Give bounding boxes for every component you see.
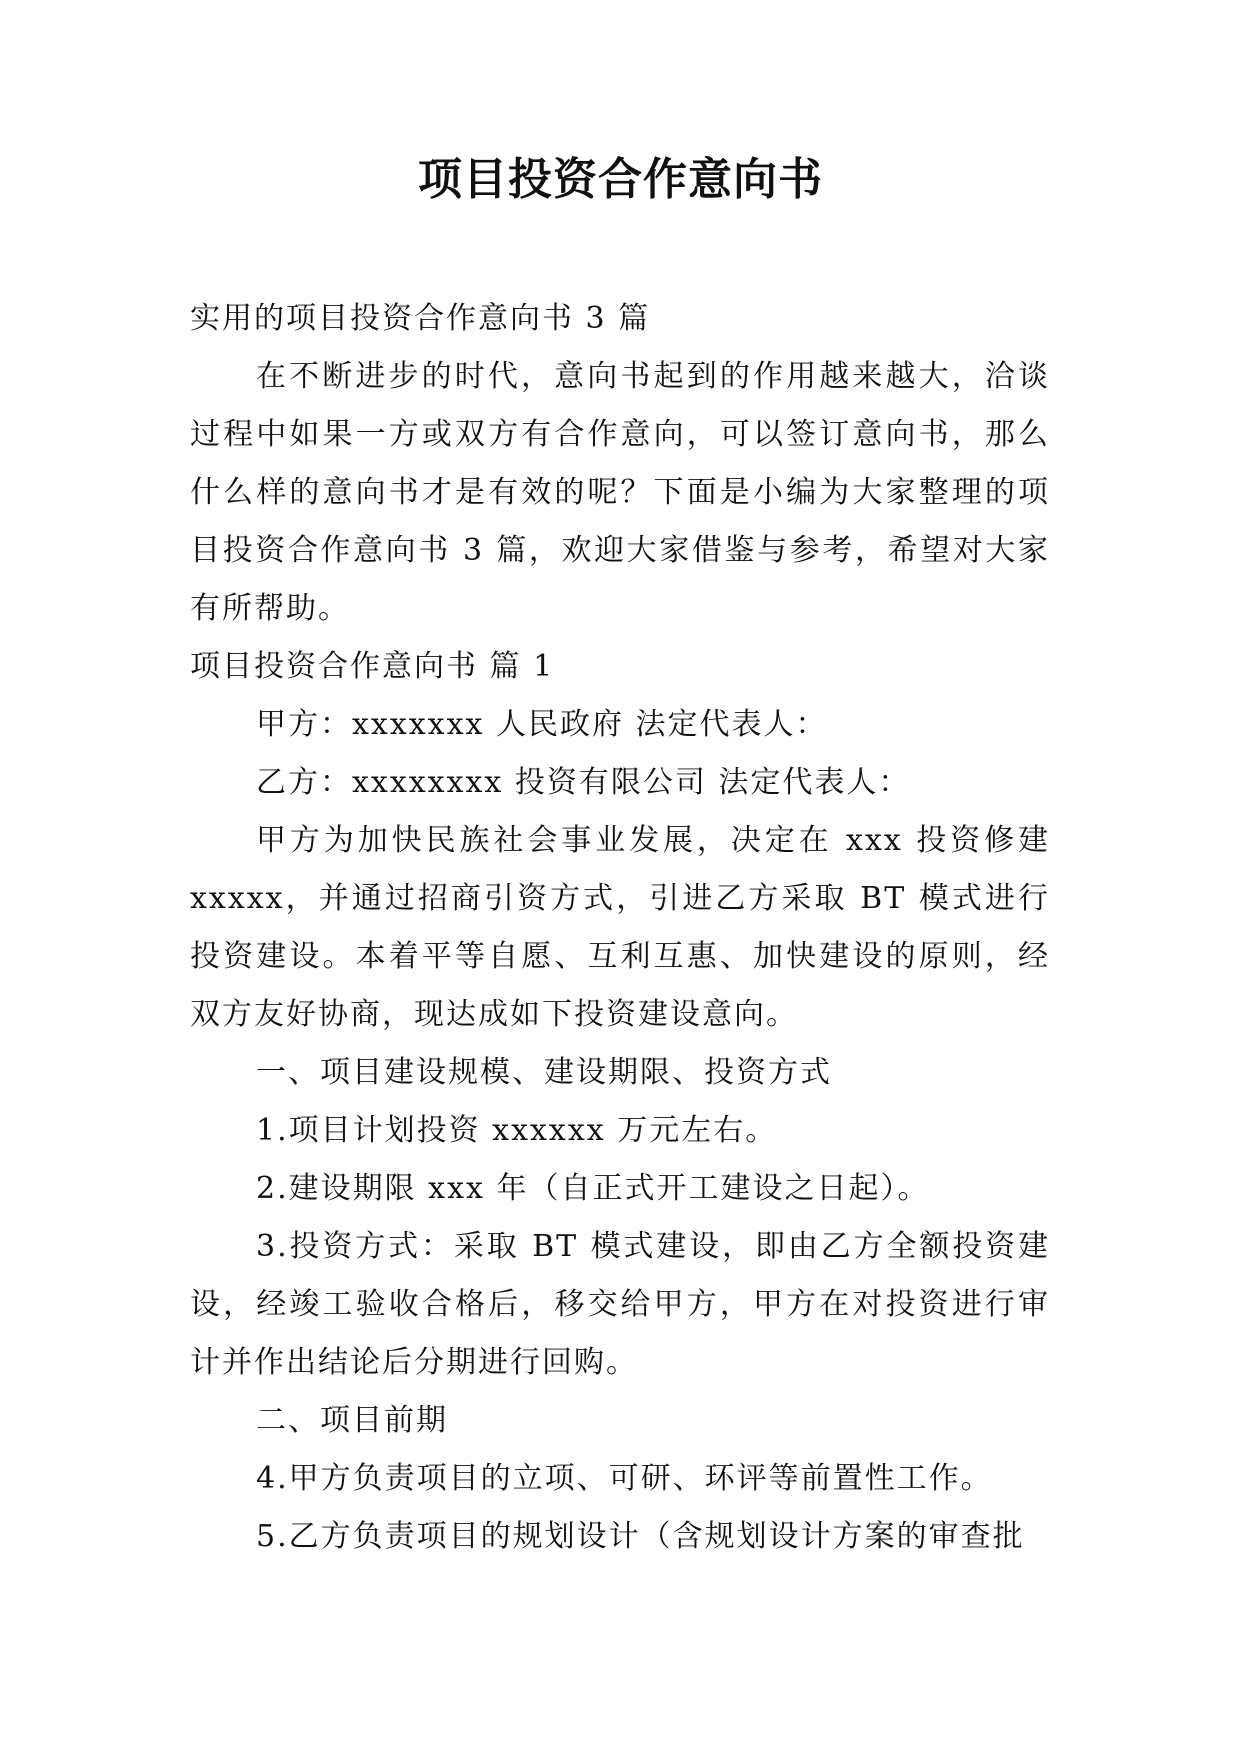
paragraph: 4.甲方负责项目的立项、可研、环评等前置性工作。 (256, 1461, 993, 1496)
paragraph: 在不断进步的时代，意向书起到的作用越来越大，洽谈过程中如果一方或双方有合作意向，可以签订意向书，那么什么样的意向书才是有效的呢？下面是小编为大家整理的项目投资合作意向书 3 篇，欢迎大家借鉴与参考，希望对大家有所帮助。 (190, 359, 1050, 626)
document-title: 项目投资合作意向书 (418, 154, 823, 205)
paragraph: 1.项目计划投资 xxxxxx 万元左右。 (256, 1113, 778, 1148)
paragraph: 乙方：xxxxxxxx 投资有限公司 法定代表人： (256, 765, 911, 800)
paragraph: 5.乙方负责项目的规划设计（含规划设计方案的审查批 (256, 1519, 1025, 1554)
paragraph: 3.投资方式：采取 BT 模式建设，即由乙方全额投资建设，经竣工验收合格后，移交给甲方，甲方在对投资进行审计并作出结论后分期进行回购。 (190, 1229, 1050, 1380)
paragraph: 2.建设期限 xxx 年（自正式开工建设之日起）。 (256, 1171, 930, 1206)
paragraph: 甲方为加快民族社会事业发展，决定在 xxx 投资修建 xxxxx，并通过招商引资方式，引进乙方采取 BT 模式进行投资建设。本着平等自愿、互利互惠、加快建设的原则，经双方友好协商，现达成如下投资建设意向。 (190, 823, 1050, 1032)
paragraph: 实用的项目投资合作意向书 3 篇 (190, 301, 651, 336)
section-heading: 项目投资合作意向书 篇 1 (190, 649, 555, 684)
paragraph: 甲方：xxxxxxx 人民政府 法定代表人： (256, 707, 828, 742)
document-body (190, 290, 1050, 1566)
paragraph: 二、项目前期 (256, 1403, 448, 1438)
paragraph: 一、项目建设规模、建设期限、投资方式 (256, 1055, 832, 1090)
